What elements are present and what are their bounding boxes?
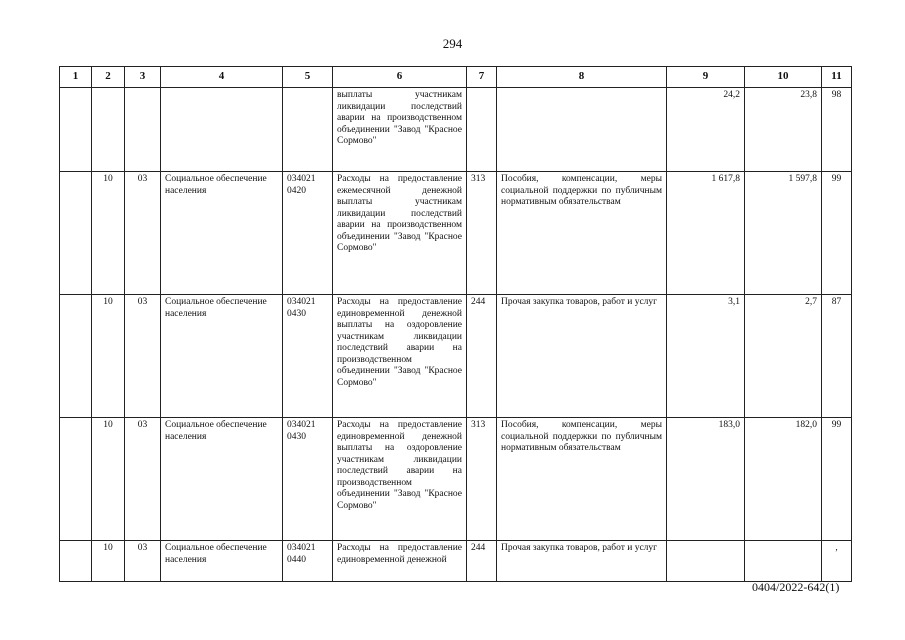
cell-percent: 99 [822, 172, 852, 295]
cell-planned [667, 541, 745, 582]
table-row [60, 88, 852, 172]
header-cell: 7 [467, 67, 497, 88]
cell-expense-type-name [497, 88, 667, 172]
cell-expense-type [467, 88, 497, 172]
cell-percent: 99 [822, 418, 852, 541]
header-cell: 10 [745, 67, 822, 88]
cell-col1 [60, 295, 92, 418]
cell-subsection: 03 [125, 295, 161, 418]
cell-section-name: Социальное обеспечение населения [161, 172, 283, 295]
cell-section-name: Социальное обеспечение населения [161, 295, 283, 418]
cell-expense-type-name: Пособия, компенсации, меры социальной поддержки по публичным нормативным обязательствам [497, 172, 667, 295]
cell-target-article: 034021 0440 [283, 541, 333, 582]
cell-col1 [60, 88, 92, 172]
cell-section: 10 [92, 541, 125, 582]
cell-article-name: Расходы на предоставление единовременной денежной выплаты на оздоровление участникам ликвидации последствий аварии на производственном объединении "Завод "Красное Сормово" [333, 418, 467, 541]
cell-expense-type-name: Прочая закупка товаров, работ и услуг [497, 295, 667, 418]
cell-subsection: 03 [125, 541, 161, 582]
cell-subsection: 03 [125, 172, 161, 295]
cell-percent: 87 [822, 295, 852, 418]
table-row [60, 295, 852, 418]
cell-percent: , [822, 541, 852, 582]
cell-subsection: 03 [125, 418, 161, 541]
cell-section: 10 [92, 418, 125, 541]
header-cell: 2 [92, 67, 125, 88]
header-cell: 11 [822, 67, 852, 88]
cell-expense-type: 313 [467, 418, 497, 541]
cell-col1 [60, 418, 92, 541]
budget-table [59, 66, 852, 582]
cell-article-name: выплаты участникам ликвидации последствий аварии на производственном объединении "Завод "Красное Сормово" [333, 88, 467, 172]
table-row [60, 541, 852, 582]
cell-planned: 24,2 [667, 88, 745, 172]
cell-expense-type: 244 [467, 541, 497, 582]
cell-target-article: 034021 0430 [283, 418, 333, 541]
cell-col1 [60, 541, 92, 582]
document-code: 0404/2022-642(1) [752, 580, 840, 594]
cell-section [92, 88, 125, 172]
cell-target-article: 034021 0430 [283, 295, 333, 418]
header-cell: 6 [333, 67, 467, 88]
header-cell: 4 [161, 67, 283, 88]
cell-section-name: Социальное обеспечение населения [161, 418, 283, 541]
cell-col1 [60, 172, 92, 295]
header-cell: 3 [125, 67, 161, 88]
cell-expense-type: 244 [467, 295, 497, 418]
cell-expense-type-name: Пособия, компенсации, меры социальной поддержки по публичным нормативным обязательствам [497, 418, 667, 541]
cell-target-article [283, 88, 333, 172]
cell-planned: 183,0 [667, 418, 745, 541]
cell-article-name: Расходы на предоставление ежемесячной денежной выплаты участникам ликвидации последствий аварии на производственном объединении "Завод "Красное Сормово" [333, 172, 467, 295]
cell-target-article: 034021 0420 [283, 172, 333, 295]
page-number: 294 [442, 36, 463, 51]
cell-executed: 23,8 [745, 88, 822, 172]
cell-section-name: Социальное обеспечение населения [161, 541, 283, 582]
cell-subsection [125, 88, 161, 172]
cell-article-name: Расходы на предоставление единовременной денежной [333, 541, 467, 582]
cell-executed: 2,7 [745, 295, 822, 418]
cell-executed: 1 597,8 [745, 172, 822, 295]
cell-section: 10 [92, 172, 125, 295]
cell-planned: 3,1 [667, 295, 745, 418]
header-cell: 1 [60, 67, 92, 88]
cell-expense-type: 313 [467, 172, 497, 295]
table-row [60, 172, 852, 295]
header-row [60, 67, 852, 88]
cell-executed [745, 541, 822, 582]
cell-percent: 98 [822, 88, 852, 172]
header-cell: 8 [497, 67, 667, 88]
cell-executed: 182,0 [745, 418, 822, 541]
cell-article-name: Расходы на предоставление единовременной денежной выплаты на оздоровление участникам ликвидации последствий аварии на производственном объединении "Завод "Красное Сормово" [333, 295, 467, 418]
cell-expense-type-name: Прочая закупка товаров, работ и услуг [497, 541, 667, 582]
cell-section-name [161, 88, 283, 172]
cell-section: 10 [92, 295, 125, 418]
header-cell: 5 [283, 67, 333, 88]
table-row [60, 418, 852, 541]
header-cell: 9 [667, 67, 745, 88]
cell-planned: 1 617,8 [667, 172, 745, 295]
